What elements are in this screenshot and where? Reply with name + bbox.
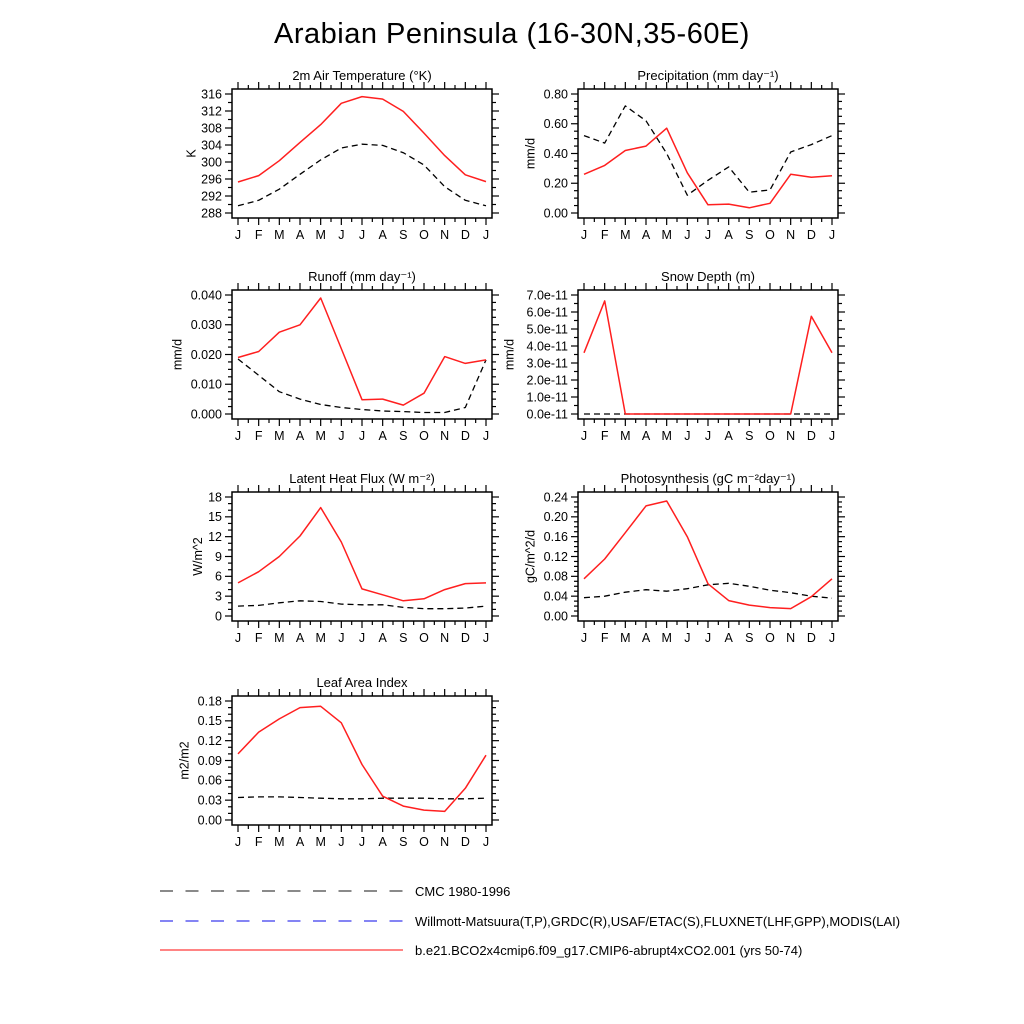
- x-tick-label: N: [786, 228, 796, 242]
- y-tick-label: 0.12: [197, 733, 222, 748]
- axes: [225, 82, 499, 225]
- x-tick-label: A: [641, 228, 651, 242]
- series-line-model: [238, 508, 486, 601]
- chart-title: Photosynthesis (gC m⁻²day⁻¹): [620, 471, 796, 486]
- y-tick-label: 288: [201, 206, 222, 221]
- x-tick-label: A: [641, 631, 651, 645]
- x-tick-label: J: [234, 429, 242, 443]
- x-tick-label: F: [254, 835, 263, 849]
- axes: [571, 485, 845, 628]
- legend-line-sample: [160, 913, 405, 929]
- y-tick-label: 0.20: [543, 176, 568, 191]
- y-tick-label: 0.040: [190, 288, 222, 303]
- series-line-observations: [238, 797, 486, 799]
- y-tick-label: 300: [201, 155, 222, 170]
- chart-svg: [466, 264, 852, 453]
- y-tick-label: 0.12: [543, 549, 568, 564]
- x-tick-label: M: [620, 631, 631, 645]
- x-tick-label: J: [482, 631, 490, 645]
- chart-leaf-area-index: [120, 670, 506, 859]
- x-tick-label: N: [440, 228, 450, 242]
- x-tick-label: F: [254, 228, 263, 242]
- x-tick-label: M: [315, 429, 326, 443]
- y-tick-label: 18: [208, 490, 222, 505]
- x-tick-label: J: [358, 228, 366, 242]
- x-tick-label: O: [419, 631, 429, 645]
- y-axis-label: mm/d: [170, 338, 185, 371]
- x-tick-label: M: [274, 228, 285, 242]
- chart-air-temperature: [120, 63, 506, 252]
- x-tick-label: O: [765, 631, 775, 645]
- y-tick-label: 0.010: [190, 377, 222, 392]
- x-tick-label: J: [338, 835, 345, 849]
- y-axis-label: mm/d: [523, 137, 538, 170]
- y-axis-label: K: [184, 149, 199, 158]
- x-tick-label: M: [661, 228, 672, 242]
- x-tick-label: S: [745, 631, 754, 645]
- series-line-model: [584, 501, 832, 609]
- y-tick-label: 0.030: [190, 318, 222, 333]
- figure-title: Arabian Peninsula (16-30N,35-60E): [274, 18, 750, 50]
- x-tick-label: J: [828, 228, 836, 242]
- x-tick-label: D: [806, 228, 816, 242]
- x-tick-label: F: [600, 429, 609, 443]
- y-tick-label: 292: [201, 189, 222, 204]
- y-tick-label: 7.0e-11: [526, 288, 568, 303]
- x-tick-label: A: [724, 228, 733, 242]
- x-tick-label: D: [806, 429, 816, 443]
- x-tick-label: J: [580, 228, 588, 242]
- y-tick-label: 6.0e-11: [526, 305, 568, 320]
- x-tick-label: J: [482, 429, 490, 443]
- y-tick-label: 0.08: [543, 569, 568, 584]
- x-tick-label: F: [600, 631, 609, 645]
- chart-title: Latent Heat Flux (W m⁻²): [289, 471, 435, 486]
- y-tick-label: 0.24: [543, 490, 568, 505]
- y-tick-label: 0.40: [543, 146, 568, 161]
- x-tick-label: M: [274, 429, 285, 443]
- y-tick-label: 3.0e-11: [526, 356, 568, 371]
- x-tick-label: O: [419, 228, 429, 242]
- x-tick-label: J: [482, 835, 490, 849]
- legend-label: Willmott-Matsuura(T,P),GRDC(R),USAF/ETAC(S),FLUXNET(LHF,GPP),MODIS(LAI): [415, 913, 901, 929]
- y-tick-label: 0.020: [190, 347, 222, 362]
- y-tick-label: 3: [215, 589, 222, 604]
- y-tick-label: 0.60: [543, 117, 568, 132]
- x-tick-label: N: [786, 631, 796, 645]
- x-tick-label: O: [419, 429, 429, 443]
- y-tick-label: 0.00: [543, 206, 568, 221]
- x-tick-label: J: [234, 631, 242, 645]
- y-tick-label: 0.00: [543, 609, 568, 624]
- x-tick-label: J: [234, 835, 242, 849]
- x-tick-label: N: [440, 429, 450, 443]
- y-tick-label: 0.18: [197, 694, 222, 709]
- x-tick-label: A: [641, 429, 651, 443]
- y-tick-label: 0: [215, 609, 222, 624]
- x-tick-label: J: [684, 429, 691, 443]
- x-tick-label: J: [358, 631, 366, 645]
- series-line-observations: [584, 106, 832, 195]
- y-tick-label: 0.06: [197, 773, 222, 788]
- y-tick-label: 0.00: [197, 813, 222, 828]
- series-line-observations: [238, 144, 486, 206]
- series-line-model: [584, 301, 832, 414]
- x-tick-label: N: [440, 631, 450, 645]
- legend-label: CMC 1980-1996: [415, 883, 511, 899]
- y-tick-label: 296: [201, 172, 222, 187]
- x-tick-label: M: [620, 429, 631, 443]
- axes: [225, 689, 499, 832]
- x-tick-label: A: [378, 429, 387, 443]
- x-tick-label: J: [704, 228, 712, 242]
- x-tick-label: A: [724, 429, 733, 443]
- series-line-model: [238, 97, 486, 182]
- x-tick-label: D: [460, 429, 470, 443]
- x-tick-label: A: [378, 631, 387, 645]
- chart-latent-heat-flux: [120, 466, 506, 655]
- y-tick-label: 316: [201, 87, 222, 102]
- y-axis-label: mm/d: [502, 338, 517, 371]
- x-tick-label: A: [724, 631, 733, 645]
- x-tick-label: J: [580, 631, 588, 645]
- x-tick-label: F: [254, 631, 263, 645]
- legend-item-willmott: [160, 913, 900, 929]
- chart-runoff: [120, 264, 506, 453]
- x-tick-label: J: [828, 429, 836, 443]
- x-tick-label: J: [234, 228, 242, 242]
- chart-title: Precipitation (mm day⁻¹): [637, 68, 779, 83]
- x-tick-label: A: [378, 228, 387, 242]
- x-tick-label: J: [482, 228, 490, 242]
- x-tick-label: M: [315, 835, 326, 849]
- x-tick-label: S: [399, 228, 408, 242]
- y-tick-label: 2.0e-11: [526, 373, 568, 388]
- x-tick-label: J: [338, 228, 345, 242]
- x-tick-label: N: [786, 429, 796, 443]
- x-tick-label: J: [704, 429, 712, 443]
- y-tick-label: 308: [201, 121, 222, 136]
- x-tick-label: J: [684, 228, 691, 242]
- x-tick-label: J: [580, 429, 588, 443]
- x-tick-label: M: [274, 835, 285, 849]
- legend-line-sample: [160, 883, 405, 899]
- legend-label: b.e21.BCO2x4cmip6.f09_g17.CMIP6-abrupt4xCO2.001 (yrs 50-74): [415, 942, 803, 958]
- x-tick-label: M: [661, 429, 672, 443]
- x-tick-label: M: [661, 631, 672, 645]
- x-tick-label: A: [295, 835, 305, 849]
- x-tick-label: M: [315, 631, 326, 645]
- x-tick-label: S: [399, 835, 408, 849]
- chart-snow-depth: [466, 264, 852, 453]
- x-tick-label: J: [338, 429, 345, 443]
- y-tick-label: 15: [208, 510, 222, 525]
- legend-item-model-run: [160, 942, 802, 958]
- y-tick-label: 304: [201, 138, 222, 153]
- y-tick-label: 0.20: [543, 510, 568, 525]
- y-tick-label: 0.0e-11: [526, 407, 568, 422]
- y-tick-label: 0.80: [543, 87, 568, 102]
- chart-title: 2m Air Temperature (°K): [292, 68, 432, 83]
- chart-photosynthesis: [466, 466, 852, 655]
- y-tick-label: 9: [215, 549, 222, 564]
- y-tick-label: 12: [208, 529, 222, 544]
- x-tick-label: A: [295, 228, 305, 242]
- axes: [225, 283, 499, 426]
- x-tick-label: S: [399, 631, 408, 645]
- x-tick-label: D: [460, 228, 470, 242]
- x-tick-label: M: [315, 228, 326, 242]
- x-tick-label: F: [254, 429, 263, 443]
- y-axis-label: gC/m^2/d: [523, 529, 538, 584]
- axes: [225, 485, 499, 628]
- x-tick-label: D: [460, 631, 470, 645]
- y-tick-label: 5.0e-11: [526, 322, 568, 337]
- y-tick-label: 0.16: [543, 529, 568, 544]
- y-tick-label: 0.03: [197, 793, 222, 808]
- x-tick-label: O: [765, 228, 775, 242]
- y-tick-label: 0.000: [190, 407, 222, 422]
- chart-svg: [466, 466, 852, 655]
- x-tick-label: O: [419, 835, 429, 849]
- chart-title: Runoff (mm day⁻¹): [308, 269, 416, 284]
- y-axis-label: m2/m2: [177, 741, 192, 780]
- x-tick-label: J: [358, 835, 366, 849]
- x-tick-label: D: [460, 835, 470, 849]
- x-tick-label: M: [620, 228, 631, 242]
- x-tick-label: A: [295, 631, 305, 645]
- x-tick-label: A: [378, 835, 387, 849]
- chart-svg: [466, 63, 852, 252]
- x-tick-label: F: [600, 228, 609, 242]
- x-tick-label: O: [765, 429, 775, 443]
- x-tick-label: J: [828, 631, 836, 645]
- y-tick-label: 1.0e-11: [526, 390, 568, 405]
- chart-svg: [120, 670, 506, 859]
- y-tick-label: 4.0e-11: [526, 339, 568, 354]
- y-tick-label: 6: [215, 569, 222, 584]
- x-tick-label: D: [806, 631, 816, 645]
- chart-title: Leaf Area Index: [316, 675, 408, 690]
- series-line-observations: [584, 583, 832, 598]
- series-line-model: [584, 128, 832, 208]
- legend-item-cmc: [160, 883, 510, 899]
- x-tick-label: A: [295, 429, 305, 443]
- legend-line-sample: [160, 942, 405, 958]
- x-tick-label: J: [704, 631, 712, 645]
- y-tick-label: 312: [201, 104, 222, 119]
- x-tick-label: S: [399, 429, 408, 443]
- series-line-observations: [238, 359, 486, 413]
- series-line-model: [238, 706, 486, 811]
- x-tick-label: J: [358, 429, 366, 443]
- y-tick-label: 0.09: [197, 753, 222, 768]
- x-tick-label: J: [338, 631, 345, 645]
- series-line-model: [238, 298, 486, 405]
- y-tick-label: 0.15: [197, 714, 222, 729]
- y-tick-label: 0.04: [543, 589, 568, 604]
- chart-svg: [120, 63, 506, 252]
- chart-title: Snow Depth (m): [661, 269, 755, 284]
- chart-svg: [120, 264, 506, 453]
- x-tick-label: J: [684, 631, 691, 645]
- chart-precipitation: [466, 63, 852, 252]
- x-tick-label: N: [440, 835, 450, 849]
- y-axis-label: W/m^2: [191, 537, 206, 576]
- x-tick-label: M: [274, 631, 285, 645]
- x-tick-label: S: [745, 429, 754, 443]
- x-tick-label: S: [745, 228, 754, 242]
- chart-svg: [120, 466, 506, 655]
- series-line-observations: [238, 601, 486, 609]
